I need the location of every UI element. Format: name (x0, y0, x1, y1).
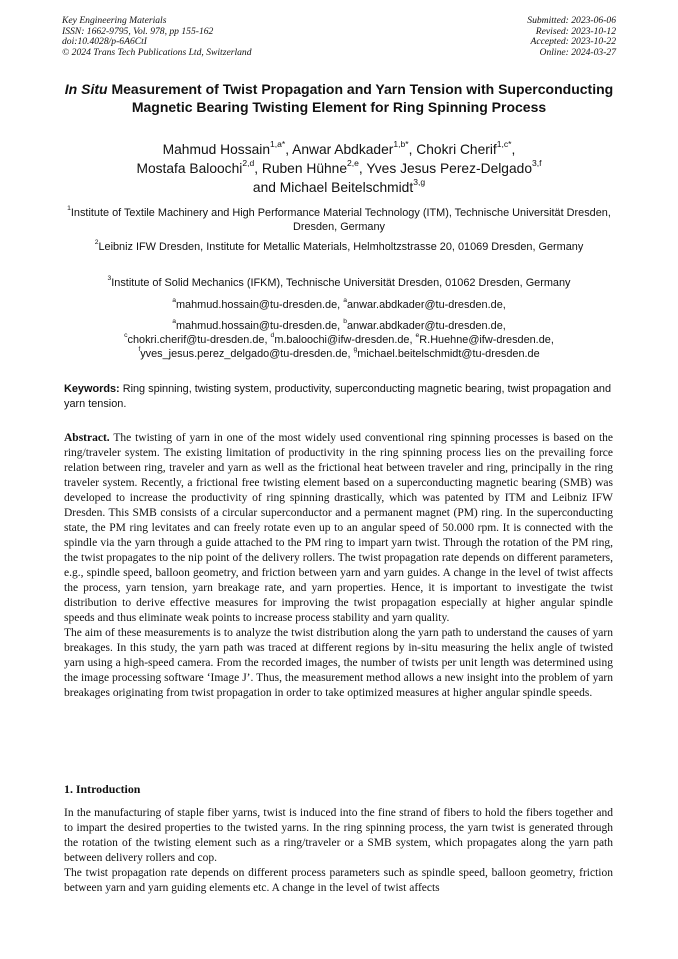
email-sup: a (172, 318, 176, 326)
title-rest: Measurement of Twist Propagation and Yarn Tension with Superconducting Magnetic Bearing Twisting Element for Ring Spinning Process (107, 81, 614, 115)
email-sup: b (343, 318, 347, 326)
accepted-date: Accepted: 2023-10-22 (530, 36, 616, 48)
affiliation-2 (60, 240, 618, 254)
email-address[interactable]: m.baloochi@ifw-dresden.de, (274, 334, 416, 346)
online-date: Online: 2024-03-27 (539, 46, 616, 58)
title-italic: In Situ (64, 81, 108, 97)
introduction (64, 806, 613, 896)
author-sep: , (358, 161, 367, 176)
doi: doi:10.4028/p-6A6CtI (62, 36, 148, 48)
author-sup: 1,b* (393, 139, 409, 150)
author-sep: , (254, 161, 262, 176)
abstract-paragraph: The aim of these measurements is to analyze the twist distribution along the yarn path to understand the causes of yarn breakages. In this study, the yarn path was traced at different regions by in-situ measuring the helix angle of twisted yarn using a high-speed camera. From the recorded images, the number of twists per unit length was determined using the image processing software ‘Image J’. Thus, the measurement method allows a new insight into the problem of yarn breakages originating from twist propagation in order to take optimized measures at higher angular spindle speeds. (64, 627, 613, 699)
author: Yves Jesus Perez-Delgado (366, 161, 532, 176)
email-sup: a (172, 297, 176, 305)
author-sup: 3,g (413, 177, 426, 188)
abstract-paragraph (64, 431, 613, 626)
author-sup: 3,f (532, 158, 542, 169)
author: Chokri Cherif (416, 142, 497, 157)
abstract (64, 431, 613, 701)
journal-name: Key Engineering Materials (62, 15, 167, 26)
email-address[interactable]: chokri.cherif@tu-dresden.de, (127, 334, 271, 346)
affiliation-sup: 1 (67, 205, 71, 213)
copyright: © 2024 Trans Tech Publications Ltd, Switzerland (62, 46, 252, 58)
revised-date: Revised: 2023-10-12 (535, 25, 616, 37)
affiliation-1 (60, 206, 618, 234)
author-sup: 1,a* (270, 139, 286, 150)
author-list (40, 140, 638, 197)
paper-title (40, 81, 638, 116)
journal-header (62, 16, 252, 58)
affiliation-sup: 3 (107, 275, 112, 283)
email-list (60, 319, 618, 361)
email-address[interactable]: anwar.abdkader@tu-dresden.de, (346, 299, 506, 311)
affiliation-text: Institute of Textile Machinery and High Performance Material Technology (ITM), Technische Universität Dresden, Dresden, Germany (70, 207, 611, 233)
section-heading: 1. Introduction (64, 782, 141, 796)
author-sep: , (511, 142, 516, 157)
email-sup: d (270, 332, 275, 340)
affiliation-3 (60, 276, 618, 290)
email-address[interactable]: anwar.abdkader@tu-dresden.de, (346, 320, 506, 332)
submitted-date: Submitted: 2023-06-06 (527, 15, 616, 26)
email-line-duplicate (60, 298, 618, 312)
email-sup: f (138, 346, 141, 354)
abstract-text: The twisting of yarn in one of the most widely used conventional ring spinning processes is based on the ring/traveler system. The existing limitation of productivity in the ring spinning process lies on the prevailing force relation between ring, traveler and yarn as well as the frictional heat between traveler and ring, principally in the ring traveler system. Recently, a frictional free twisting element based on a superconducting magnetic bearing (SMB) was developed to increase the productivity of ring spinning drastically, which was patented by ITM and Leibniz IFW Dresden. This SMB consists of a circular superconductor and a permanent magnet (PM) ring. In the superconducting state, the PM ring levitates and can freely rotate even up to an angular speed of 50.000 rpm. It is connected with the spindle via the yarn through a guide attached to the PM ring to impart yarn twist. Through the rotation of the PM ring, the twist propagates to the nip point of the delivery rollers. The twist propagation rate depends on different parameters, e.g., spindle speed, balloon geometry, and friction between yarn and yarn guides. A change in the level of twist affects the process, yarn tension, yarn breakage rate, and yarn properties. Hence, it is important to investigate the twist distribution to derive effective measures for improving the twist propagation especially at higher angular spindle speeds and thus eliminate weak points to increase process stability and yarn quality. (64, 432, 613, 624)
email-address[interactable]: R.Huehne@ifw-dresden.de, (419, 334, 554, 346)
author-sup: 1,c* (496, 139, 512, 150)
author: and Michael Beitelschmidt (252, 180, 414, 195)
keywords-text: Ring spinning, twisting system, productivity, superconducting magnetic bearing, twist propagation and yarn tension. (64, 383, 612, 410)
keywords (64, 382, 614, 411)
email-address[interactable]: mahmud.hossain@tu-dresden.de, (175, 320, 344, 332)
issn: ISSN: 1662-9795, Vol. 978, pp 155-162 (62, 25, 214, 37)
author: Mahmud Hossain (162, 142, 270, 157)
email-address[interactable]: michael.beitelschmidt@tu-dresden.de (357, 348, 540, 360)
email-sup: a (343, 297, 347, 305)
author-sep: , (285, 142, 293, 157)
email-sup: g (353, 346, 358, 354)
dates-header (527, 16, 616, 58)
intro-paragraph: The twist propagation rate depends on different process parameters such as spindle speed, balloon geometry, friction between yarn and yarn guiding elements etc. A change in the level of twist affects (64, 867, 613, 894)
affiliation-text: Institute of Solid Mechanics (IFKM), Technische Universität Dresden, 01062 Dresden, Germany (111, 277, 571, 289)
author: Ruben Hühne (261, 161, 348, 176)
author: Mostafa Baloochi (136, 161, 243, 176)
affiliation-sup: 2 (94, 239, 99, 247)
intro-paragraph: In the manufacturing of staple fiber yarns, twist is induced into the fine strand of fibers to hold the fibers together and to impart the desired properties to the twisted yarns. In the ring spinning process, the yarn twist is generated through the rotation of the twisting element such as a ring/traveler or a SMB system, which propagates along the yarn path between delivery rollers and cop. (64, 807, 613, 864)
email-sup: e (415, 332, 420, 340)
affiliation-text: Leibniz IFW Dresden, Institute for Metallic Materials, Helmholtzstrasse 20, 01069 Dresden, Germany (98, 241, 584, 253)
email-address[interactable]: mahmud.hossain@tu-dresden.de, (175, 299, 344, 311)
email-sup: c (124, 332, 128, 340)
author-sup: 2,d (242, 158, 255, 169)
author-sep: , (408, 142, 417, 157)
abstract-label: Abstract. (64, 432, 110, 444)
email-address[interactable]: yves_jesus.perez_delgado@tu-dresden.de, (140, 348, 354, 360)
author: Anwar Abdkader (292, 142, 394, 157)
keywords-label: Keywords: (64, 383, 120, 395)
author-sup: 2,e (347, 158, 359, 169)
